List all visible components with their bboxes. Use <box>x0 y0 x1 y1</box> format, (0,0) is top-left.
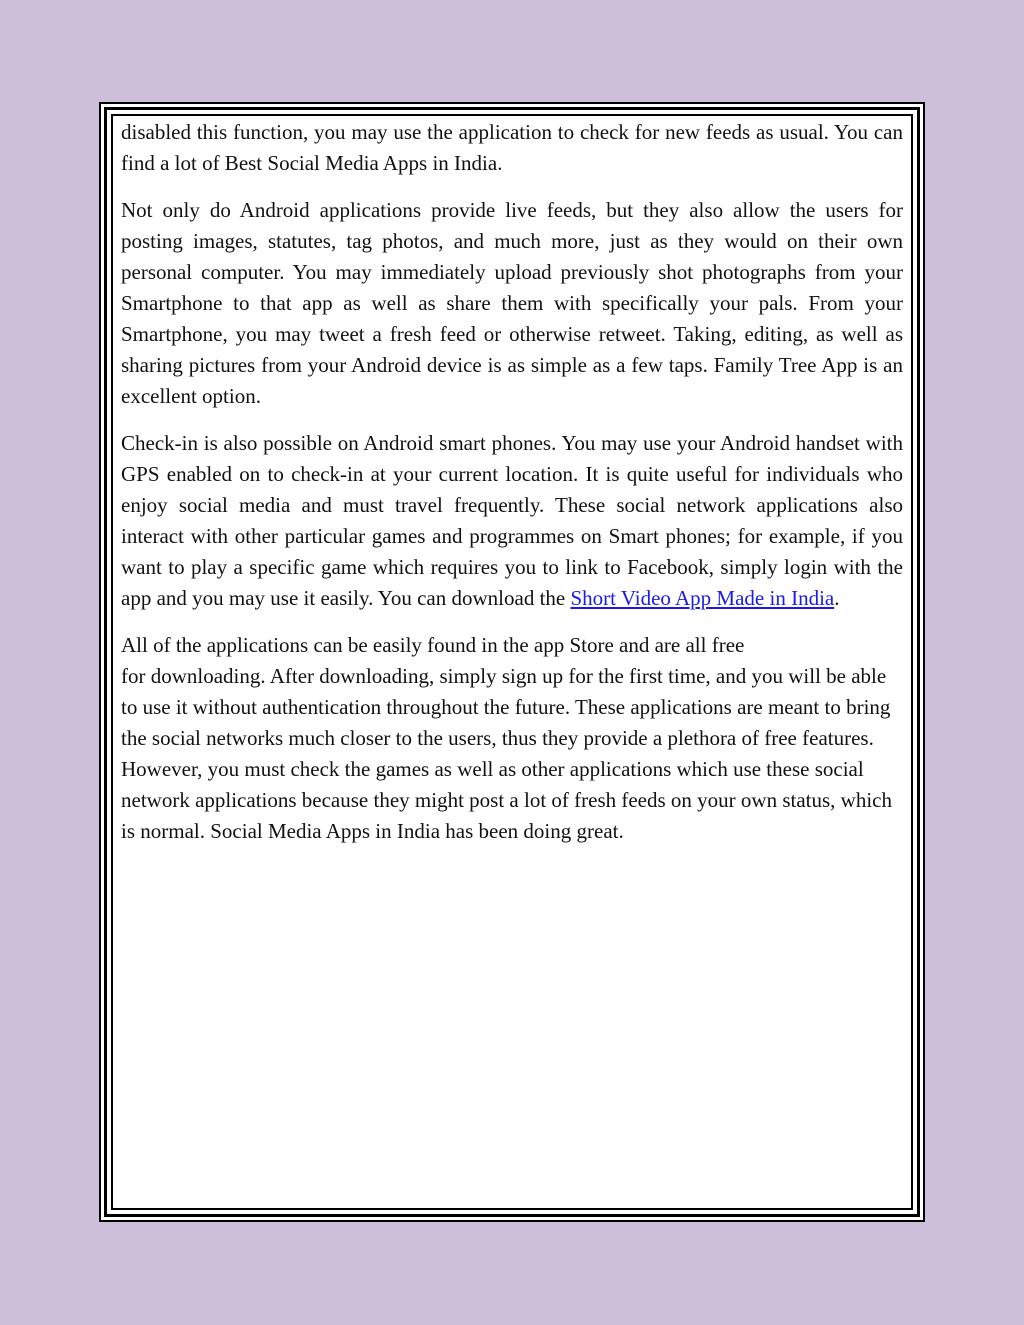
document-body <box>121 117 903 863</box>
paragraph-3-trailing-period: . <box>834 586 840 610</box>
short-video-app-link[interactable]: Short Video App Made in India <box>570 586 835 610</box>
paragraph-3 <box>121 428 903 614</box>
paragraph-2 <box>121 195 903 412</box>
paragraph-3-text: Check-in is also possible on Android smart phones. You may use your Android handset with GPS enabled on to check-in at your current location. It is quite useful for individuals who enjoy social media and must travel frequently. These social network applications also interact with other particular games and programmes on Smart phones; for example, if you want to play a specific game which requires you to link to Facebook, simply login with the app and you may use it easily. You can download the <box>121 431 903 610</box>
paragraph-4-first-line: All of the applications can be easily found in the app Store and are all free <box>121 633 745 657</box>
paragraph-4-text: for downloading. After downloading, simply sign up for the first time, and you will be able to use it without authentication throughout the future. These applications are meant to bring the social networks much closer to the users, thus they provide a plethora of free features. However, you must check the games as well as other applications which use these social network applications because they might post a lot of fresh feeds on your own status, which is normal. Social Media Apps in India has been doing great. <box>121 664 892 843</box>
paragraph-2-text: Not only do Android applications provide live feeds, but they also allow the users for posting images, statutes, tag photos, and much more, just as they would on their own personal computer. You may immediately upload previously shot photographs from your Smartphone to that app as well as share them with specifically your pals. From your Smartphone, you may tweet a fresh feed or otherwise retweet. Taking, editing, as well as sharing pictures from your Android device is as simple as a few taps. Family Tree App is an excellent option. <box>121 198 903 408</box>
paragraph-1 <box>121 117 903 179</box>
paragraph-1-text: disabled this function, you may use the application to check for new feeds as usual. You can find a lot of Best Social Media Apps in India. <box>121 120 903 175</box>
paragraph-4 <box>121 630 903 847</box>
